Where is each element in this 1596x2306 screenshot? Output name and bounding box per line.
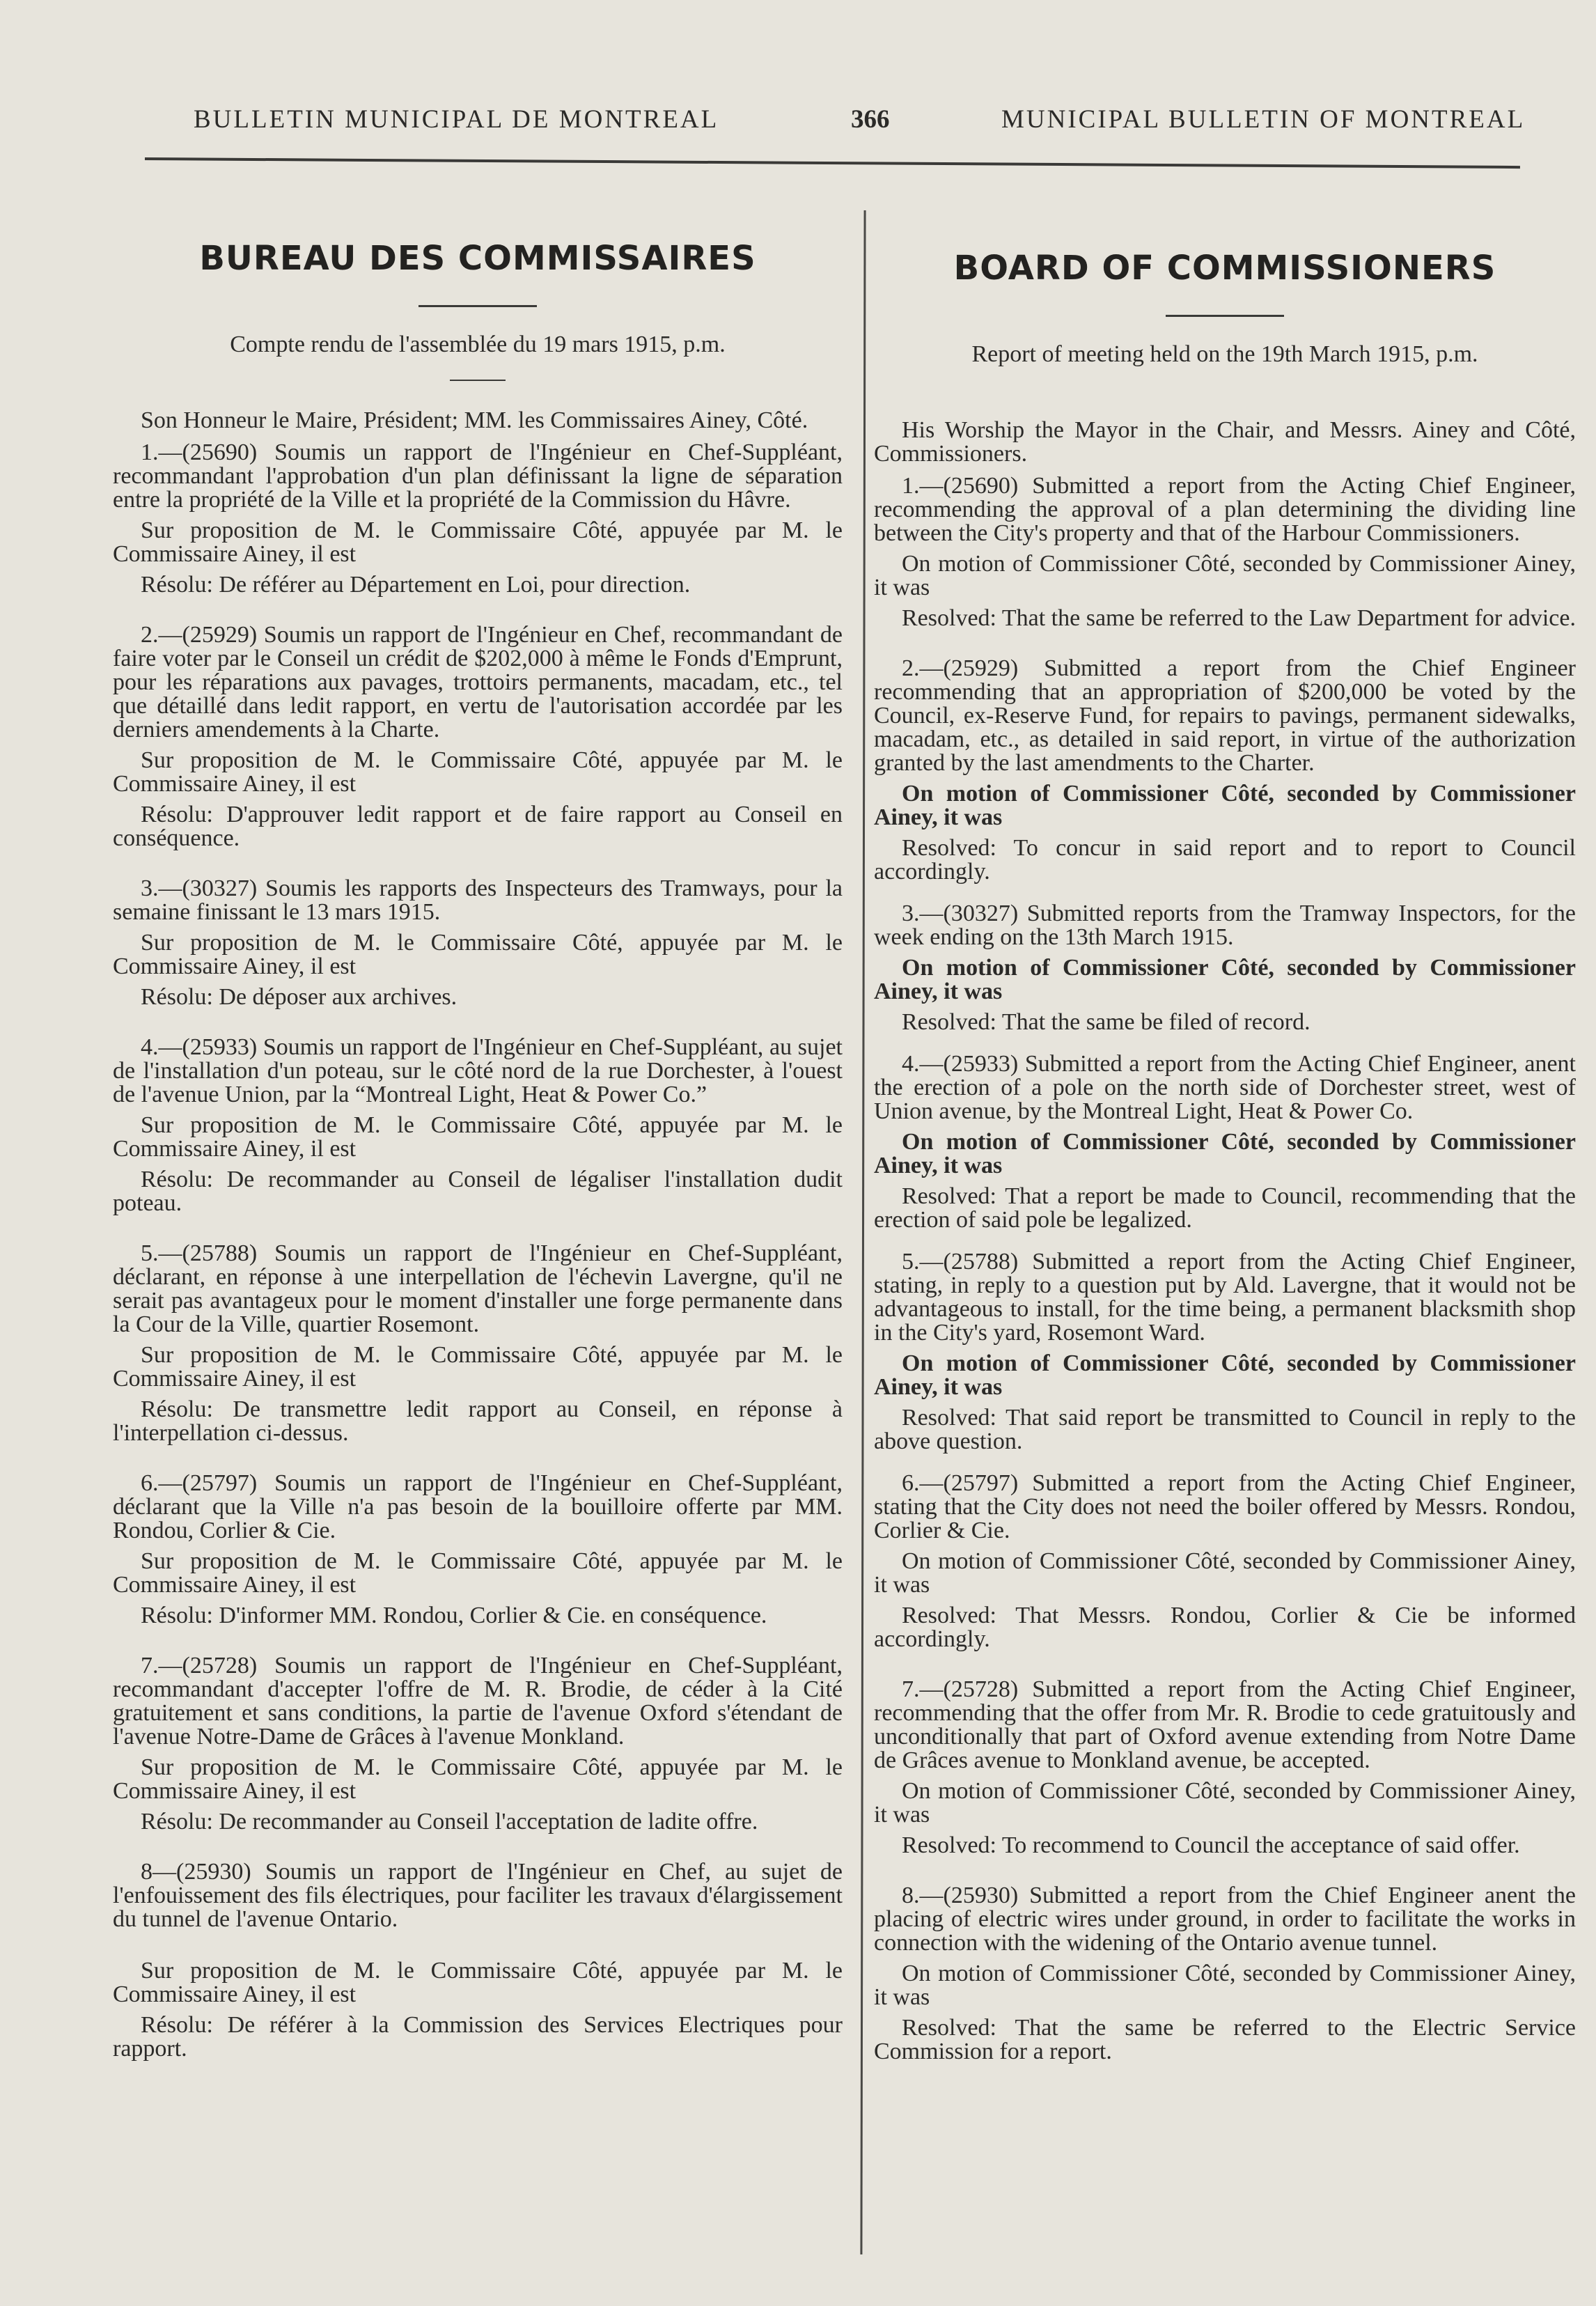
item-resolution: Résolu: De déposer aux archives. (141, 984, 457, 1010)
item-resolution: Resolved: That Messrs. Rondou, Corlier & Cie be informed accordingly. (874, 1603, 1576, 1652)
english-meeting-line: Report of meeting held on the 19th March 1915, p.m. (971, 341, 1478, 367)
item-text: 8.—(25930) Submitted a report from the Chief Engineer anent the placing of electric wires under ground, in order to facilitate the works in connection with the widening of the Ontario avenue tunnel. (874, 1883, 1576, 1956)
item-resolution: Résolu: De transmettre ledit rapport au Conseil, en réponse à l'interpellation ci-dessus. (113, 1396, 843, 1446)
column-divider (860, 210, 866, 2254)
item-motion: Sur proposition de M. le Commissaire Côté, appuyée par M. le Commissaire Ainey, il est (113, 517, 843, 567)
item-text: 3.—(30327) Submitted reports from the Tramway Inspectors, for the week ending on the 13th March 1915. (874, 901, 1576, 950)
item-motion: On motion of Commissioner Côté, seconded by Commissioner Ainey, it was (874, 955, 1576, 1004)
english-presence: His Worship the Mayor in the Chair, and Messrs. Ainey and Côté, Commissioners. (874, 417, 1576, 467)
header-rule (145, 157, 1520, 169)
item-motion: Sur proposition de M. le Commissaire Côté, appuyée par M. le Commissaire Ainey, il est (113, 1754, 843, 1804)
item-resolution: Résolu: De recommander au Conseil de légaliser l'installation dudit poteau. (113, 1167, 843, 1216)
short-rule (450, 380, 506, 381)
english-item-4 (874, 1052, 1576, 1232)
item-text: 5.—(25788) Soumis un rapport de l'Ingénieur en Chef-Suppléant, déclarant, en réponse à une interpellation de l'échevin Lavergne, qu'il ne serait pas avantageux pour le moment d'installer une forge permanente dans la Cour de la Ville, quartier Rosemont. (113, 1240, 843, 1337)
item-text: 5.—(25788) Submitted a report from the Acting Chief Engineer, stating, in reply to a question put by Ald. Lavergne, that it would not be advantageous to install, for the time being, a permanent blacksmith shop in the City's yard, Rosemont Ward. (874, 1249, 1576, 1346)
english-item-6 (874, 1472, 1576, 1651)
item-motion: Sur proposition de M. le Commissaire Côté, appuyée par M. le Commissaire Ainey, il est (113, 1548, 843, 1598)
item-resolution: Resolved: That said report be transmitted to Council in reply to the above question. (874, 1405, 1576, 1454)
french-item-2 (113, 623, 843, 850)
item-motion: On motion of Commissioner Côté, seconded by Commissioner Ainey, it was (874, 1129, 1576, 1178)
item-motion: On motion of Commissioner Côté, seconded by Commissioner Ainey, it was (874, 1350, 1576, 1400)
item-motion: Sur proposition de M. le Commissaire Côté, appuyée par M. le Commissaire Ainey, il est (113, 747, 843, 797)
english-item-8 (874, 1884, 1576, 2064)
item-resolution: Resolved: That the same be referred to the Law Department for advice. (902, 605, 1576, 631)
french-section-title: BUREAU DES COMMISSAIRES (199, 239, 756, 278)
english-item-7 (874, 1678, 1576, 1857)
item-text: 6.—(25797) Soumis un rapport de l'Ingénieur en Chef-Suppléant, déclarant que la Ville n'a pas besoin de la bouilloire offerte par MM. Rondou, Corlier & Cie. (113, 1470, 843, 1543)
item-text: 3.—(30327) Soumis les rapports des Inspecteurs des Tramways, pour la semaine finissant le 13 mars 1915. (113, 875, 843, 925)
item-resolution: Resolved: To concur in said report and to report to Council accordingly. (874, 835, 1576, 885)
item-text: 6.—(25797) Submitted a report from the Acting Chief Engineer, stating that the City does not need the boiler offered by Messrs. Rondou, Corlier & Cie. (874, 1470, 1576, 1543)
item-motion: Sur proposition de M. le Commissaire Côté, appuyée par M. le Commissaire Ainey, il est (113, 1112, 843, 1162)
english-item-2 (874, 657, 1576, 884)
french-column (113, 230, 843, 2061)
item-resolution: Resolved: That a report be made to Council, recommending that the erection of said pole be legalized. (874, 1183, 1576, 1233)
page-number: 366 (851, 105, 890, 134)
item-text: 2.—(25929) Soumis un rapport de l'Ingénieur en Chef, recommandant de faire voter par le Conseil un crédit de $202,000 à même le Fonds d'Emprunt, pour les réparations aux pavages, trottoirs permanents, macadam, etc., tel que détaillé dans ledit rapport, en vertu de l'autorisation accordée par les derniers amendements à la Charte. (113, 622, 843, 742)
item-text: 4.—(25933) Submitted a report from the Acting Chief Engineer, anent the erection of a pole on the north side of Dorchester street, west of Union avenue, by the Montreal Light, Heat & Power Co. (874, 1051, 1576, 1124)
item-text: 2.—(25929) Submitted a report from the Chief Engineer recommending that an appropriation of $200,000 be voted by the Council, ex-Reserve Fund, for repairs to pavings, permanent sidewalks, macadam, etc., as detailed in said report, in virtue of the authorization granted by the last amendments to the Charter. (874, 655, 1576, 776)
item-text: 1.—(25690) Soumis un rapport de l'Ingénieur en Chef-Suppléant, recommandant l'approbation d'un plan définissant la ligne de séparation entre la propriété de la Ville et la propriété de la Commission du Hâvre. (113, 439, 843, 513)
french-presence: Son Honneur le Maire, Président; MM. les Commissaires Ainey, Côté. (141, 407, 808, 433)
french-item-6 (113, 1472, 843, 1628)
french-meeting-line: Compte rendu de l'assemblée du 19 mars 1915, p.m. (230, 332, 726, 357)
item-resolution: Resolved: To recommend to Council the acceptance of said offer. (902, 1832, 1520, 1858)
item-motion: Sur proposition de M. le Commissaire Côté, appuyée par M. le Commissaire Ainey, il est (113, 930, 843, 979)
french-item-3 (113, 877, 843, 1009)
item-resolution: Résolu: D'informer MM. Rondou, Corlier & Cie. en conséquence. (141, 1603, 767, 1628)
item-text: 7.—(25728) Soumis un rapport de l'Ingénieur en Chef-Suppléant, recommandant d'accepter l'offre de M. R. Brodie, de céder à la Cité gratuitement et sans conditions, la partie de l'avenue Oxford s'étendant de l'avenue Notre-Dame de Grâces à l'avenue Monkland. (113, 1653, 843, 1750)
item-motion: On motion of Commissioner Côté, seconded by Commissioner Ainey, it was (874, 1778, 1576, 1828)
item-text: 7.—(25728) Submitted a report from the Acting Chief Engineer, recommending that the offer from Mr. R. Brodie to cede gratuitously and unconditionally that part of Oxford avenue extending from Notre Dame de Grâces avenue to Monkland avenue, be accepted. (874, 1676, 1576, 1773)
title-rule (1166, 315, 1284, 317)
french-item-7 (113, 1654, 843, 1834)
item-text: 8—(25930) Soumis un rapport de l'Ingénieur en Chef, au sujet de l'enfouissement des fils électriques, pour faciliter les travaux d'élargissement du tunnel de l'avenue Ontario. (113, 1859, 843, 1932)
item-text: 4.—(25933) Soumis un rapport de l'Ingénieur en Chef-Suppléant, au sujet de l'installation d'un poteau, sur le côté nord de la rue Dorchester, à l'ouest de l'avenue Union, par la “Montreal Light, Heat & Power Co.” (113, 1034, 843, 1107)
french-item-1 (113, 441, 843, 597)
english-column (874, 237, 1576, 2064)
english-item-5 (874, 1250, 1576, 1454)
running-head-english: MUNICIPAL BULLETIN OF MONTREAL (1001, 105, 1526, 134)
item-motion: On motion of Commissioner Côté, seconded by Commissioner Ainey, it was (874, 551, 1576, 600)
item-text: 1.—(25690) Submitted a report from the Acting Chief Engineer, recommending the approval of a plan determining the dividing line between the City's property and that of the Harbour Commissioners. (874, 473, 1576, 546)
title-rule (418, 305, 537, 307)
french-item-5 (113, 1242, 843, 1445)
item-resolution: Résolu: De référer à la Commission des Services Electriques pour rapport. (113, 2012, 843, 2062)
item-motion: On motion of Commissioner Côté, seconded by Commissioner Ainey, it was (874, 781, 1576, 830)
french-item-4 (113, 1036, 843, 1215)
item-motion: Sur proposition de M. le Commissaire Côté, appuyée par M. le Commissaire Ainey, il est (113, 1342, 843, 1392)
item-resolution: Résolu: D'approuver ledit rapport et de faire rapport au Conseil en conséquence. (113, 802, 843, 851)
item-resolution: Résolu: De recommander au Conseil l'acceptation de ladite offre. (141, 1809, 758, 1834)
item-motion: On motion of Commissioner Côté, seconded by Commissioner Ainey, it was (874, 1548, 1576, 1598)
english-item-3 (874, 902, 1576, 1034)
french-item-8 (113, 1860, 843, 2061)
item-resolution: Resolved: That the same be filed of record. (902, 1009, 1311, 1035)
item-motion: On motion of Commissioner Côté, seconded by Commissioner Ainey, it was (874, 1961, 1576, 2010)
running-head-french: BULLETIN MUNICIPAL DE MONTREAL (194, 105, 719, 134)
item-resolution: Resolved: That the same be referred to the Electric Service Commission for a report. (874, 2015, 1576, 2064)
item-resolution: Résolu: De référer au Département en Loi, pour direction. (141, 572, 691, 598)
item-motion: Sur proposition de M. le Commissaire Côté, appuyée par M. le Commissaire Ainey, il est (113, 1958, 843, 2007)
english-section-title: BOARD OF COMMISSIONERS (953, 249, 1496, 288)
english-item-1 (874, 474, 1576, 630)
